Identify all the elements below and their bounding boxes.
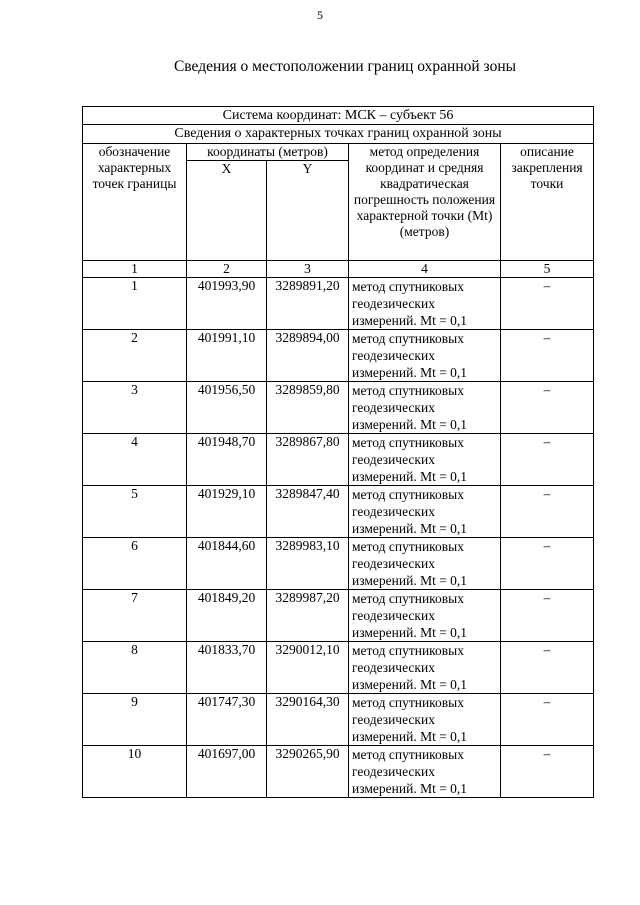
method-line: измерений. Mt = 0,1 xyxy=(352,573,468,588)
method-line: геодезических xyxy=(352,556,435,571)
point-number: 2 xyxy=(83,330,187,382)
table-row xyxy=(83,538,594,590)
table-row xyxy=(83,590,594,642)
method-cell xyxy=(349,694,501,746)
method-line: метод спутниковых xyxy=(352,487,464,502)
coordinate-y: 3289847,40 xyxy=(267,486,349,538)
table-row xyxy=(83,642,594,694)
coordinate-y: 3290164,30 xyxy=(267,694,349,746)
point-number: 4 xyxy=(83,434,187,486)
method-line: метод спутниковых xyxy=(352,695,464,710)
point-description: – xyxy=(501,486,594,538)
table-row xyxy=(83,434,594,486)
method-line: измерений. Mt = 0,1 xyxy=(352,625,468,640)
coordinate-y: 3289867,80 xyxy=(267,434,349,486)
point-description: – xyxy=(501,382,594,434)
coordinate-x: 401747,30 xyxy=(187,694,267,746)
method-cell xyxy=(349,746,501,798)
coordinate-x: 401833,70 xyxy=(187,642,267,694)
column-number-3: 3 xyxy=(267,261,349,278)
section-title-cell: Сведения о характерных точках границ охранной зоны xyxy=(83,125,594,144)
method-line: метод спутниковых xyxy=(352,643,464,658)
coordinate-x: 401956,50 xyxy=(187,382,267,434)
coordinate-y: 3289891,20 xyxy=(267,278,349,330)
point-number: 10 xyxy=(83,746,187,798)
method-line: измерений. Mt = 0,1 xyxy=(352,365,468,380)
method-cell xyxy=(349,642,501,694)
method-line: измерений. Mt = 0,1 xyxy=(352,729,468,744)
method-line: измерений. Mt = 0,1 xyxy=(352,521,468,536)
method-line: геодезических xyxy=(352,660,435,675)
table-row xyxy=(83,694,594,746)
method-line: метод спутниковых xyxy=(352,279,464,294)
table-row xyxy=(83,330,594,382)
header-description: описание закрепления точки xyxy=(501,144,594,261)
table-row xyxy=(83,486,594,538)
method-line: геодезических xyxy=(352,504,435,519)
point-number: 3 xyxy=(83,382,187,434)
point-description: – xyxy=(501,538,594,590)
header-designation: обозначение характерных точек границы xyxy=(83,144,187,261)
method-line: геодезических xyxy=(352,348,435,363)
method-line: геодезических xyxy=(352,400,435,415)
method-line: метод спутниковых xyxy=(352,331,464,346)
method-line: метод спутниковых xyxy=(352,435,464,450)
coordinate-x: 401844,60 xyxy=(187,538,267,590)
table-row xyxy=(83,278,594,330)
method-line: геодезических xyxy=(352,764,435,779)
method-line: геодезических xyxy=(352,452,435,467)
column-number-4: 4 xyxy=(349,261,501,278)
coordinate-y: 3289859,80 xyxy=(267,382,349,434)
method-cell xyxy=(349,382,501,434)
coordinate-y: 3289987,20 xyxy=(267,590,349,642)
method-line: измерений. Mt = 0,1 xyxy=(352,781,468,796)
method-line: измерений. Mt = 0,1 xyxy=(352,417,468,432)
point-description: – xyxy=(501,642,594,694)
method-line: метод спутниковых xyxy=(352,539,464,554)
coordinate-y: 3289983,10 xyxy=(267,538,349,590)
point-number: 6 xyxy=(83,538,187,590)
method-cell xyxy=(349,538,501,590)
point-number: 1 xyxy=(83,278,187,330)
method-cell xyxy=(349,434,501,486)
page-number: 5 xyxy=(317,8,323,22)
table-row xyxy=(83,746,594,798)
point-number: 7 xyxy=(83,590,187,642)
header-y: Y xyxy=(267,161,349,261)
method-cell xyxy=(349,486,501,538)
header-method: метод определения координат и средняя квадратическая погрешность положения характерной точки (Mt) (метров) xyxy=(349,144,501,261)
point-description: – xyxy=(501,278,594,330)
point-description: – xyxy=(501,694,594,746)
coordinate-x: 401991,10 xyxy=(187,330,267,382)
method-line: геодезических xyxy=(352,608,435,623)
coordinate-y: 3289894,00 xyxy=(267,330,349,382)
point-description: – xyxy=(501,590,594,642)
method-line: метод спутниковых xyxy=(352,747,464,762)
point-number: 8 xyxy=(83,642,187,694)
column-number-5: 5 xyxy=(501,261,594,278)
point-description: – xyxy=(501,330,594,382)
coordinate-x: 401929,10 xyxy=(187,486,267,538)
method-line: измерений. Mt = 0,1 xyxy=(352,469,468,484)
column-number-1: 1 xyxy=(83,261,187,278)
coordinate-system-cell: Система координат: МСК – субъект 56 xyxy=(83,107,594,125)
method-cell xyxy=(349,590,501,642)
coordinate-y: 3290012,10 xyxy=(267,642,349,694)
method-line: метод спутниковых xyxy=(352,383,464,398)
header-x: X xyxy=(187,161,267,261)
method-line: геодезических xyxy=(352,712,435,727)
boundary-points-table xyxy=(82,106,594,798)
coordinate-y: 3290265,90 xyxy=(267,746,349,798)
point-number: 5 xyxy=(83,486,187,538)
method-line: геодезических xyxy=(352,296,435,311)
method-line: измерений. Mt = 0,1 xyxy=(352,677,468,692)
column-number-2: 2 xyxy=(187,261,267,278)
point-description: – xyxy=(501,434,594,486)
coordinate-x: 401849,20 xyxy=(187,590,267,642)
method-cell xyxy=(349,278,501,330)
coordinate-x: 401948,70 xyxy=(187,434,267,486)
method-line: измерений. Mt = 0,1 xyxy=(352,313,468,328)
method-cell xyxy=(349,330,501,382)
coordinate-x: 401993,90 xyxy=(187,278,267,330)
point-number: 9 xyxy=(83,694,187,746)
header-coordinates: координаты (метров) xyxy=(187,144,349,161)
coordinate-x: 401697,00 xyxy=(187,746,267,798)
method-line: метод спутниковых xyxy=(352,591,464,606)
table-row xyxy=(83,382,594,434)
document-title: Сведения о местоположении границ охранной зоны xyxy=(173,58,517,75)
point-description: – xyxy=(501,746,594,798)
